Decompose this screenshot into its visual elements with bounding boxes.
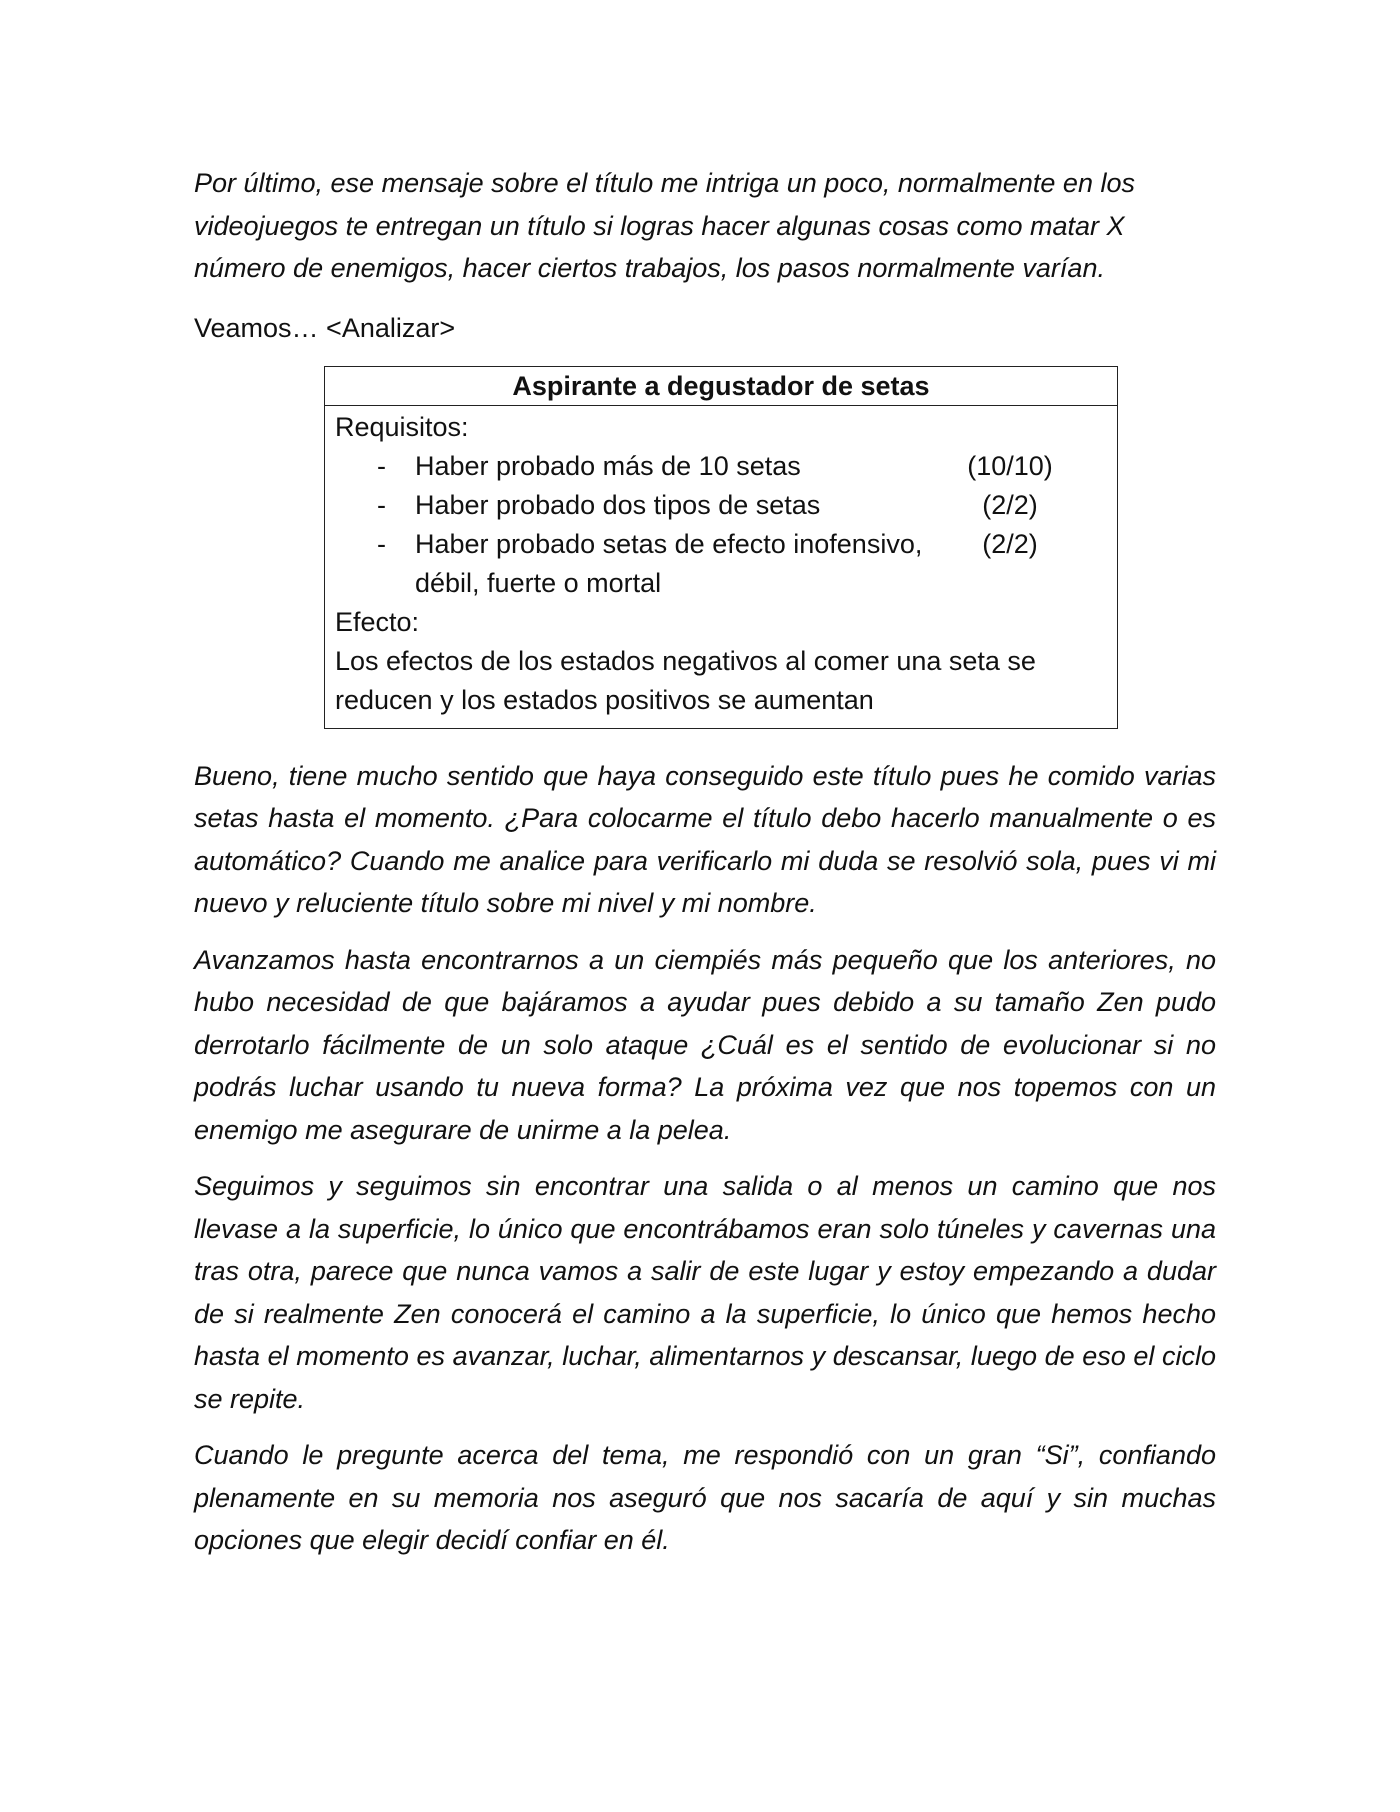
requirement-bullet: - <box>377 489 386 520</box>
paragraph-title-intrigue: Por último, ese mensaje sobre el título me intriga un poco, normalmente en los videojuegos te entregan un título si logras hacer algunas cosas como matar X número de enemigos, hacer ciertos trabajos, los pasos normalmente varían. <box>194 168 1135 283</box>
paragraph-title-reasoning: Bueno, tiene mucho sentido que haya conseguido este título pues he comido varias setas hasta el momento. ¿Para colocarme el título debo hacerlo manualmente o es automático? Cuando me analice para verificarlo mi duda se resolvió sola, pues vi mi nuevo y reluciente título sobre mi nivel y mi nombre. <box>194 760 1216 918</box>
paragraph-tunnels: Seguimos y seguimos sin encontrar una salida o al menos un camino que nos llevase a la superficie, lo único que encontrábamos eran solo túneles y cavernas una tras otra, parece que nunca vamos a salir de este lugar y estoy empezando a dudar de si realmente Zen conocerá el camino a la superficie, lo único que hemos hecho hasta el momento es avanzar, luchar, alimentarnos y descansar, luego de eso el ciclo se repite. <box>194 1171 1216 1414</box>
requirement-text: Haber probado más de 10 setas <box>415 450 801 481</box>
effect-label: Efecto: <box>335 606 420 637</box>
requirement-progress: (2/2) <box>982 528 1038 559</box>
title-status-box <box>324 366 1118 729</box>
requirement-bullet: - <box>377 528 386 559</box>
analyze-line: Veamos… <Analizar> <box>194 312 456 343</box>
status-box-body <box>325 406 1117 728</box>
requirement-bullet: - <box>377 450 386 481</box>
effect-text: Los efectos de los estados negativos al comer una seta se reducen y los estados positivos se aumentan <box>335 645 1036 715</box>
status-box-title: Aspirante a degustador de setas <box>325 367 1117 406</box>
document-page <box>194 162 1216 1576</box>
requirement-progress: (10/10) <box>967 450 1053 481</box>
requirement-text: Haber probado dos tipos de setas <box>415 489 821 520</box>
requirement-progress: (2/2) <box>982 489 1038 520</box>
requirement-item <box>335 486 1117 525</box>
paragraph-centipede: Avanzamos hasta encontrarnos a un ciempiés más pequeño que los anteriores, no hubo necesidad de que bajáramos a ayudar pues debido a su tamaño Zen pudo derrotarlo fácilmente de un solo ataque ¿Cuál es el sentido de evolucionar si no podrás luchar usando tu nueva forma? La próxima vez que nos topemos con un enemigo me asegurare de unirme a la pelea. <box>194 944 1216 1145</box>
paragraph-trust-zen: Cuando le pregunte acerca del tema, me respondió con un gran “Si”, confiando plenamente en su memoria nos aseguró que nos sacaría de aquí y sin muchas opciones que elegir decidí confiar en él. <box>194 1440 1216 1555</box>
requirement-item <box>335 525 1117 603</box>
requirement-text: Haber probado setas de efecto inofensivo, débil, fuerte o mortal <box>415 528 923 598</box>
requirement-item <box>335 447 1117 486</box>
requirements-label: Requisitos: <box>335 411 469 442</box>
